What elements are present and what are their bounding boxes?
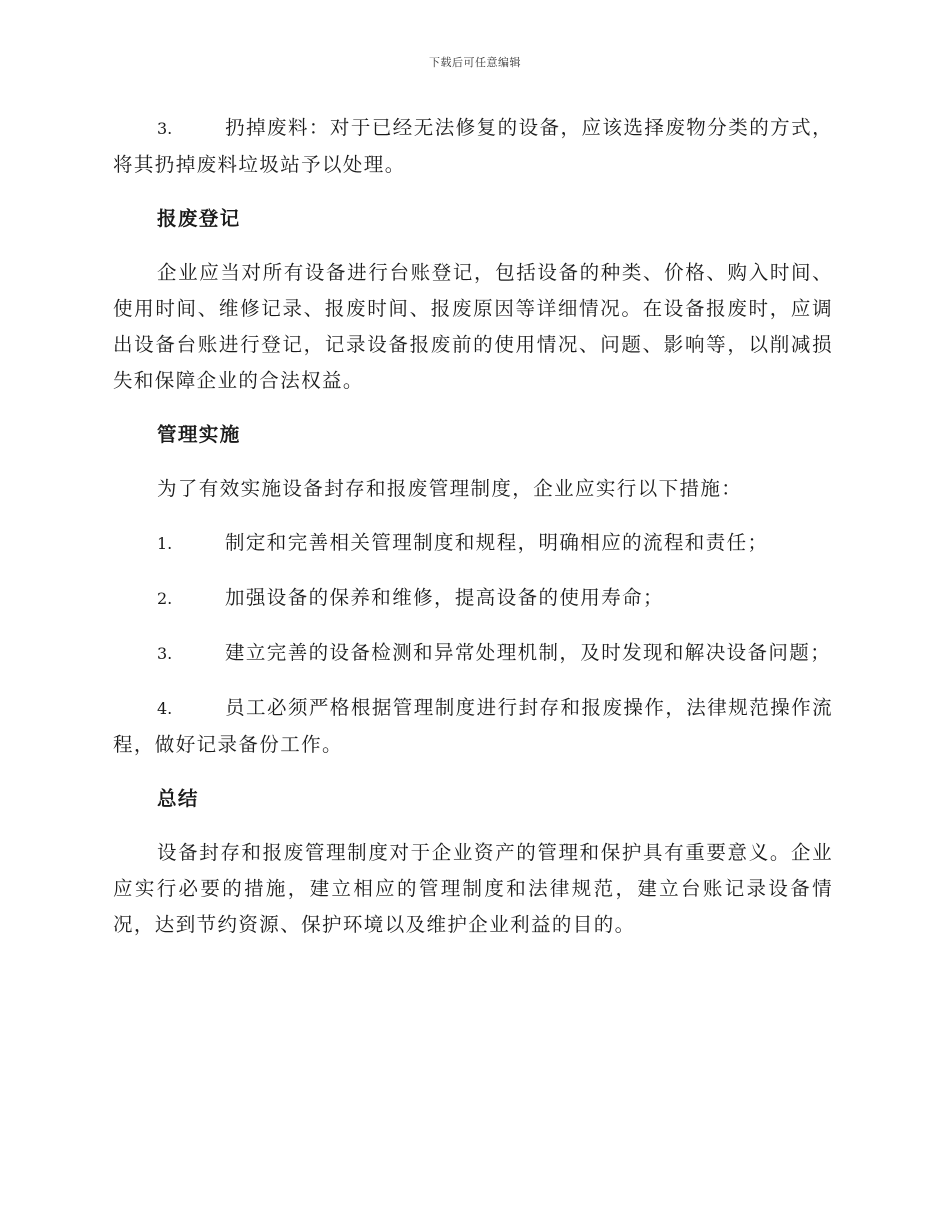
list-item-disposal (113, 110, 833, 183)
section-heading-summary: 总结 (157, 787, 199, 810)
list-number: 3. (157, 644, 173, 663)
list-item-text: 扔掉废料：对于已经无法修复的设备，应该选择废物分类的方式，将其扔掉废料垃圾站予以处理。 (113, 116, 833, 176)
list-number: 3. (157, 119, 173, 138)
paragraph-implementation-intro: 为了有效实施设备封存和报废管理制度，企业应实行以下措施： (157, 477, 743, 500)
list-item-text: 建立完善的设备检测和异常处理机制，及时发现和解决设备问题； (225, 641, 832, 664)
section-heading-implementation: 管理实施 (157, 423, 241, 446)
page-header-note: 下载后可任意编辑 (429, 56, 521, 69)
document-body (113, 110, 833, 943)
list-number: 2. (157, 589, 173, 608)
list-item-text: 加强设备的保养和维修，提高设备的使用寿命； (225, 586, 664, 609)
list-item-3 (113, 635, 833, 672)
paragraph-registration: 企业应当对所有设备进行台账登记，包括设备的种类、价格、购入时间、使用时间、维修记录、报废时间、报废原因等详细情况。在设备报废时，应调出设备台账进行登记，记录设备报废前的使用情况、问题、影响等，以削减损失和保障企业的合法权益。 (113, 261, 833, 392)
paragraph-summary: 设备封存和报废管理制度对于企业资产的管理和保护具有重要意义。企业应实行必要的措施，建立相应的管理制度和法律规范，建立台账记录设备情况，达到节约资源、保护环境以及维护企业利益的目的。 (113, 841, 833, 936)
list-item-2 (113, 580, 833, 617)
list-item-text: 制定和完善相关管理制度和规程，明确相应的流程和责任； (225, 531, 769, 554)
section-heading-registration: 报废登记 (157, 207, 241, 230)
list-item-1 (113, 525, 833, 562)
list-number: 4. (157, 699, 173, 718)
list-item-text: 员工必须严格根据管理制度进行封存和报废操作，法律规范操作流程，做好记录备份工作。 (113, 696, 833, 756)
list-number: 1. (157, 534, 173, 553)
list-item-4 (113, 690, 833, 763)
